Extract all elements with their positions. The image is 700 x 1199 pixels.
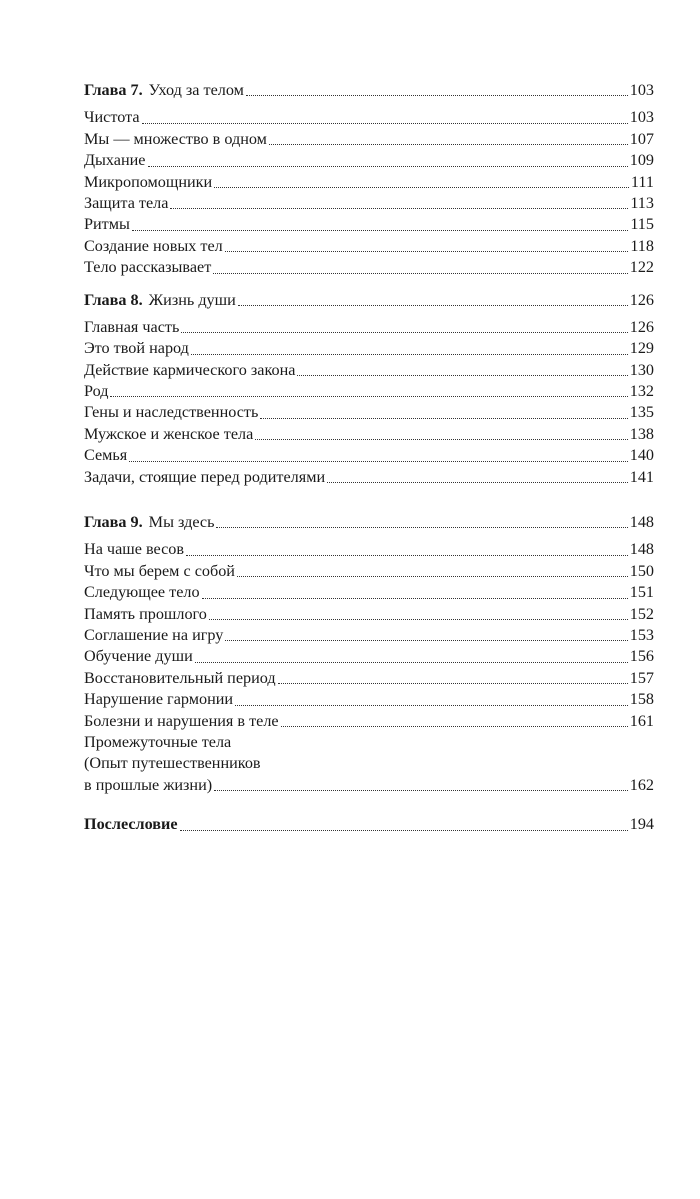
page-number: 156	[629, 647, 654, 666]
page-number: 103	[629, 108, 654, 127]
toc-entry	[84, 193, 654, 214]
dot-leader	[237, 576, 628, 577]
dot-leader	[129, 461, 627, 462]
toc-entry-last-line	[84, 775, 654, 796]
chapter-label: Глава 8.	[84, 290, 143, 309]
chapter-name: Мы здесь	[148, 513, 215, 532]
page-number: 132	[629, 382, 654, 401]
dot-leader	[269, 144, 628, 145]
afterword-title: Послесловие	[84, 815, 178, 834]
entry-title: Создание новых тел	[84, 236, 223, 255]
toc-entry	[84, 668, 654, 689]
entry-title: Нарушение гармонии	[84, 690, 234, 709]
toc-entry	[84, 445, 654, 466]
chapter-9-section	[84, 512, 654, 796]
toc-entry	[84, 402, 654, 423]
dot-leader	[181, 332, 627, 333]
page-number: 111	[630, 172, 654, 191]
chapter-title	[84, 290, 236, 311]
entry-title: Что мы берем с собой	[84, 561, 235, 580]
page-number: 130	[629, 360, 654, 379]
page-number: 158	[629, 690, 654, 709]
dot-leader	[202, 598, 628, 599]
dot-leader	[214, 187, 629, 188]
page-number: 153	[629, 625, 654, 644]
toc-entry	[84, 646, 654, 667]
page-number: 109	[629, 151, 654, 170]
page-number: 129	[629, 339, 654, 358]
dot-leader	[281, 726, 628, 727]
toc-entry	[84, 172, 654, 193]
page-number: 141	[629, 467, 654, 486]
dot-leader	[110, 396, 627, 397]
page-number: 115	[630, 215, 654, 234]
dot-leader	[214, 790, 628, 791]
page-number: 161	[629, 711, 654, 730]
entry-title: Память прошлого	[84, 604, 207, 623]
dot-leader	[260, 418, 627, 419]
toc-entry	[84, 467, 654, 488]
page-number: 113	[630, 193, 654, 212]
page-number: 157	[629, 668, 654, 687]
entry-title: Семья	[84, 446, 128, 465]
afterword-entry	[84, 814, 654, 835]
toc-entry	[84, 214, 654, 235]
toc-entry	[84, 582, 654, 603]
entry-title: Обучение души	[84, 647, 193, 666]
entry-title: Ритмы	[84, 215, 130, 234]
toc-entry	[84, 360, 654, 381]
entry-title: Восстановительный период	[84, 668, 276, 687]
toc-entry-multiline	[84, 732, 654, 796]
chapter-label: Глава 9.	[84, 513, 143, 532]
chapter-title	[84, 512, 214, 533]
toc-entry	[84, 338, 654, 359]
dot-leader	[238, 305, 628, 306]
entry-title: На чаше весов	[84, 540, 185, 559]
page-number: 140	[629, 446, 654, 465]
entry-title: Болезни и нарушения в теле	[84, 711, 279, 730]
page-number: 150	[629, 561, 654, 580]
toc-entry	[84, 257, 654, 278]
dot-leader	[186, 555, 628, 556]
entry-title: Мы — множество в одном	[84, 129, 267, 148]
page-number: 138	[629, 424, 654, 443]
entry-title-line: (Опыт путешественников	[84, 754, 261, 773]
dot-leader	[278, 683, 628, 684]
chapter-title	[84, 80, 244, 101]
dot-leader	[132, 230, 628, 231]
dot-leader	[225, 251, 629, 252]
entry-title: Чистота	[84, 108, 140, 127]
dot-leader	[209, 619, 628, 620]
chapter-heading	[84, 512, 654, 533]
dot-leader	[142, 123, 628, 124]
toc-entry	[84, 107, 654, 128]
page-number: 122	[629, 258, 654, 277]
entry-title-line: в прошлые жизни)	[84, 775, 213, 794]
entry-title: Род	[84, 382, 109, 401]
dot-leader	[235, 705, 628, 706]
page-number: 148	[629, 513, 654, 532]
dot-leader	[148, 166, 628, 167]
toc-entry	[84, 236, 654, 257]
entry-title: Микропомощники	[84, 172, 213, 191]
entry-title-line: Промежуточные тела	[84, 732, 232, 751]
dot-leader	[191, 354, 628, 355]
dot-leader	[297, 375, 627, 376]
page-number: 148	[629, 540, 654, 559]
dot-leader	[225, 640, 627, 641]
entry-title: Защита тела	[84, 193, 169, 212]
dot-leader	[170, 208, 628, 209]
dot-leader	[255, 439, 627, 440]
entry-title: Гены и наследственность	[84, 403, 259, 422]
toc-entry	[84, 711, 654, 732]
dot-leader	[195, 662, 628, 663]
entry-title: Соглашение на игру	[84, 625, 224, 644]
toc-entry	[84, 317, 654, 338]
dot-leader	[216, 527, 627, 528]
entry-title: Следующее тело	[84, 583, 200, 602]
toc-entry	[84, 129, 654, 150]
toc-entry	[84, 381, 654, 402]
chapter-heading	[84, 80, 654, 101]
dot-leader	[213, 273, 627, 274]
entry-title: Главная часть	[84, 317, 180, 336]
chapter-name: Уход за телом	[148, 80, 244, 99]
chapter-heading	[84, 290, 654, 311]
entry-title: Тело рассказывает	[84, 258, 212, 277]
page-number: 162	[629, 775, 654, 794]
chapter-8-section	[84, 290, 654, 489]
entry-title: Дыхание	[84, 151, 146, 170]
entry-title: Мужское и женское тела	[84, 424, 254, 443]
page-number: 118	[630, 236, 654, 255]
entry-title: Это твой народ	[84, 339, 189, 358]
chapter-label: Глава 7.	[84, 80, 143, 99]
dot-leader	[327, 482, 628, 483]
page-number: 151	[629, 583, 654, 602]
dot-leader	[246, 95, 628, 96]
toc-entry	[84, 150, 654, 171]
toc-entry	[84, 539, 654, 560]
page-number: 103	[629, 80, 654, 99]
toc-entry	[84, 625, 654, 646]
chapter-7-section	[84, 80, 654, 279]
page-number: 126	[629, 317, 654, 336]
page-number: 126	[629, 290, 654, 309]
chapter-name: Жизнь души	[148, 290, 236, 309]
toc-entry	[84, 561, 654, 582]
page-number: 135	[629, 403, 654, 422]
dot-leader	[180, 830, 628, 831]
entry-title: Действие кармического закона	[84, 360, 296, 379]
toc-entry	[84, 424, 654, 445]
entry-title: Задачи, стоящие перед родителями	[84, 467, 326, 486]
toc-entry	[84, 689, 654, 710]
page-number: 152	[629, 604, 654, 623]
page-number: 107	[629, 129, 654, 148]
page-number: 194	[629, 815, 654, 834]
toc-entry	[84, 604, 654, 625]
table-of-contents	[84, 80, 654, 836]
